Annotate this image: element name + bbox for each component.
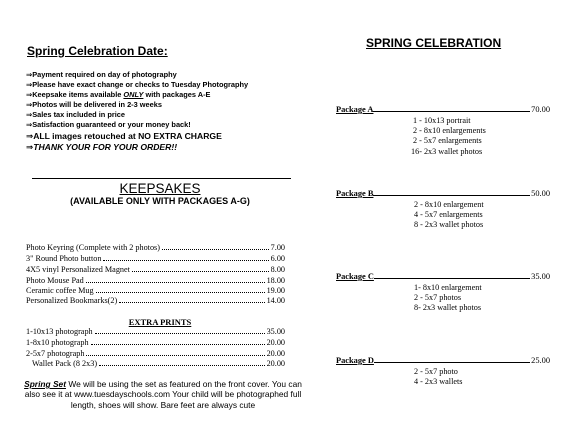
arrow-icon: ⇒ bbox=[26, 80, 33, 90]
keepsakes-title: KEEPSAKES bbox=[119, 181, 201, 196]
list-item: 16- 2x3 wallet photos bbox=[411, 146, 483, 156]
keepsakes-divider bbox=[32, 178, 291, 179]
keepsake-item: 4X5 vinyl Personalized Magnet 8.00 bbox=[26, 265, 285, 274]
note-exact-change: ⇒Please have exact change or checks to Tuesday Photography bbox=[26, 80, 249, 90]
note-keepsake-availability: ⇒Keepsake items available ONLY with packages A-E bbox=[26, 90, 211, 100]
keepsake-item: 3" Round Photo button 6.00 bbox=[26, 254, 285, 263]
list-item: 2 - 5x7 enlargements bbox=[413, 136, 482, 146]
keepsakes-subtitle: (AVAILABLE ONLY WITH PACKAGES A-G) bbox=[70, 196, 250, 206]
list-item: 1- 8x10 enlargement bbox=[414, 283, 482, 292]
note-satisfaction: ⇒Satisfaction guaranteed or your money back! bbox=[26, 120, 191, 130]
list-item: 4 - 5x7 enlargements bbox=[414, 210, 483, 220]
arrow-icon: ⇒ bbox=[26, 70, 33, 79]
list-item: 2 - 5x7 photos bbox=[414, 293, 462, 303]
arrow-icon: ⇒ bbox=[26, 130, 34, 141]
extra-print-item: 1-8x10 photograph 20.00 bbox=[26, 338, 285, 347]
package-a-header bbox=[336, 105, 550, 114]
package-price: 25.00 bbox=[531, 356, 550, 365]
page-title: SPRING CELEBRATION bbox=[366, 36, 502, 50]
extra-prints-title: EXTRA PRINTS bbox=[128, 317, 192, 327]
keepsake-item: Photo Mouse Pad 18.00 bbox=[26, 276, 285, 285]
keepsake-item: Photo Keyring (Complete with 2 photos) 7.00 bbox=[26, 243, 285, 252]
extra-print-item: 2-5x7 photograph 20.00 bbox=[26, 349, 285, 358]
spring-set-title: Spring Set bbox=[24, 379, 66, 389]
note-delivery: ⇒Photos will be delivered in 2-3 weeks bbox=[26, 100, 162, 110]
keepsake-item: Personalized Bookmarks(2) 14.00 bbox=[26, 296, 285, 305]
package-name: Package D bbox=[336, 356, 374, 365]
order-notes bbox=[26, 70, 248, 153]
package-c-items bbox=[414, 283, 482, 314]
list-item: 2 - 5x7 photo bbox=[414, 367, 458, 376]
note-thank-you: ⇒THANK YOUR FOR YOUR ORDER!! bbox=[26, 141, 178, 152]
arrow-icon: ⇒ bbox=[26, 100, 33, 110]
package-b-items bbox=[414, 200, 484, 231]
list-item: 2 - 8x10 enlargement bbox=[414, 200, 484, 209]
note-payment: ⇒Payment required on day of photography bbox=[26, 70, 177, 79]
package-price: 35.00 bbox=[531, 272, 550, 281]
arrow-icon: ⇒ bbox=[26, 120, 33, 130]
package-price: 70.00 bbox=[531, 105, 550, 114]
extra-print-item: Wallet Pack (8 2x3) 20.00 bbox=[32, 359, 285, 368]
package-d-header bbox=[336, 356, 550, 365]
arrow-icon: ⇒ bbox=[26, 90, 33, 100]
package-name: Package C bbox=[336, 272, 374, 281]
extra-print-item: 1-10x13 photograph 35.00 bbox=[26, 327, 285, 336]
note-sales-tax: ⇒Sales tax included in price bbox=[26, 110, 126, 120]
list-item: 1 - 10x13 portrait bbox=[413, 116, 471, 125]
note-retouched: ⇒ALL images retouched at NO EXTRA CHARGE bbox=[26, 130, 222, 141]
celebration-date-heading: Spring Celebration Date: bbox=[27, 44, 168, 58]
package-a-items bbox=[384, 116, 486, 157]
package-d-items bbox=[414, 367, 462, 387]
list-item: 8 - 2x3 wallet photos bbox=[414, 220, 484, 230]
package-name: Package A bbox=[336, 105, 374, 114]
package-c-header bbox=[336, 272, 550, 281]
list-item: 8- 2x3 wallet photos bbox=[414, 303, 482, 313]
spring-set-text: We will be using the set as featured on the front cover. You can also see it at www.tuesdayschools.com Your child will be photographed full length, shoes will show. Bare feet are always cute bbox=[24, 379, 302, 410]
list-item: 2 - 8x10 enlargements bbox=[413, 126, 486, 136]
arrow-icon: ⇒ bbox=[26, 141, 34, 152]
emphasis-only: ONLY bbox=[123, 90, 144, 100]
list-item: 4 - 2x3 wallets bbox=[414, 377, 463, 387]
arrow-icon: ⇒ bbox=[26, 110, 33, 120]
package-b-header bbox=[336, 189, 550, 198]
keepsake-item: Ceramic coffee Mug 19.00 bbox=[26, 286, 285, 295]
package-name: Package B bbox=[336, 189, 374, 198]
package-price: 50.00 bbox=[531, 189, 550, 198]
spring-set-note bbox=[18, 379, 308, 410]
